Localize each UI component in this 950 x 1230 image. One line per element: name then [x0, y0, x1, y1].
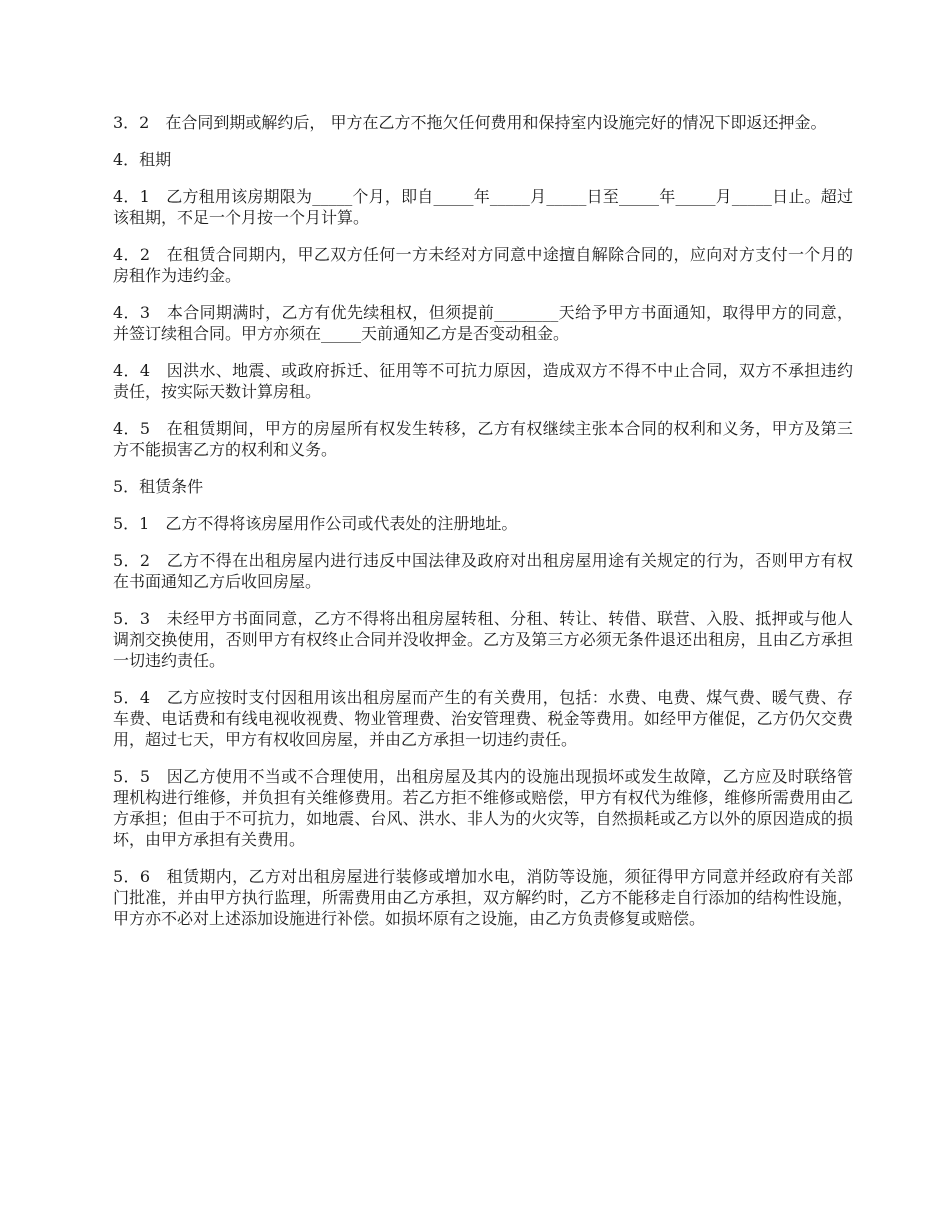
- document-page: [113, 112, 853, 945]
- clause-3-2: 3．2 在合同到期或解约后， 甲方在乙方不拖欠任何费用和保持室内设施完好的情况下即返还押金。: [113, 113, 827, 132]
- clause-5-4: 5．4 乙方应按时支付因租用该出租房屋而产生的有关费用，包括：水费、电费、煤气费、暖气费、存车费、电话费和有线电视收视费、物业管理费、治安管理费、税金等费用。如经甲方催促，乙方仍欠交费用，超过七天，甲方有权收回房屋，并由乙方承担一切违约责任。: [113, 688, 853, 749]
- clause-4-2: 4．2 在租赁合同期内，甲乙双方任何一方未经对方同意中途擅自解除合同的，应向对方支付一个月的房租作为违约金。: [113, 245, 853, 285]
- clause-4-5: 4．5 在租赁期间，甲方的房屋所有权发生转移，乙方有权继续主张本合同的权利和义务，甲方及第三方不能损害乙方的权利和义务。: [113, 419, 853, 459]
- clause-4-3: 4．3 本合同期满时，乙方有优先续租权，但须提前________天给予甲方书面通知，取得甲方的同意，并签订续租合同。甲方亦须在_____天前通知乙方是否变动租金。: [113, 303, 853, 343]
- clause-5-1: 5．1 乙方不得将该房屋用作公司或代表处的注册地址。: [113, 514, 518, 533]
- section-5-heading: 5．租赁条件: [113, 477, 204, 496]
- section-4-heading: 4．租期: [113, 150, 172, 169]
- clause-5-3: 5．3 未经甲方书面同意，乙方不得将出租房屋转租、分租、转让、转借、联营、入股、抵押或与他人调剂交换使用，否则甲方有权终止合同并没收押金。乙方及第三方必须无条件退还出租房，且由乙方承担一切违约责任。: [113, 609, 853, 670]
- clause-4-4: 4．4 因洪水、地震、或政府拆迁、征用等不可抗力原因，造成双方不得不中止合同，双方不承担违约责任，按实际天数计算房租。: [113, 361, 853, 401]
- clause-5-6: 5．6 租赁期内，乙方对出租房屋进行装修或增加水电，消防等设施，须征得甲方同意并经政府有关部门批准，并由甲方执行监理，所需费用由乙方承担，双方解约时，乙方不能移走自行添加的结构性设施，甲方亦不必对上述添加设施进行补偿。如损坏原有之设施，由乙方负责修复或赔偿。: [113, 867, 853, 928]
- clause-5-5: 5．5 因乙方使用不当或不合理使用，出租房屋及其内的设施出现损坏或发生故障，乙方应及时联络管理机构进行维修，并负担有关维修费用。若乙方拒不维修或赔偿，甲方有权代为维修，维修所需费用由乙方承担；但由于不可抗力，如地震、台风、洪水、非人为的火灾等，自然损耗或乙方以外的原因造成的损坏，由甲方承担有关费用。: [113, 767, 853, 849]
- clause-5-2: 5．2 乙方不得在出租房屋内进行违反中国法律及政府对出租房屋用途有关规定的行为，否则甲方有权在书面通知乙方后收回房屋。: [113, 551, 853, 591]
- clause-4-1: 4．1 乙方租用该房期限为_____个月，即自_____年_____月_____日至_____年_____月_____日止。超过该租期，不足一个月按一个月计算。: [113, 187, 853, 227]
